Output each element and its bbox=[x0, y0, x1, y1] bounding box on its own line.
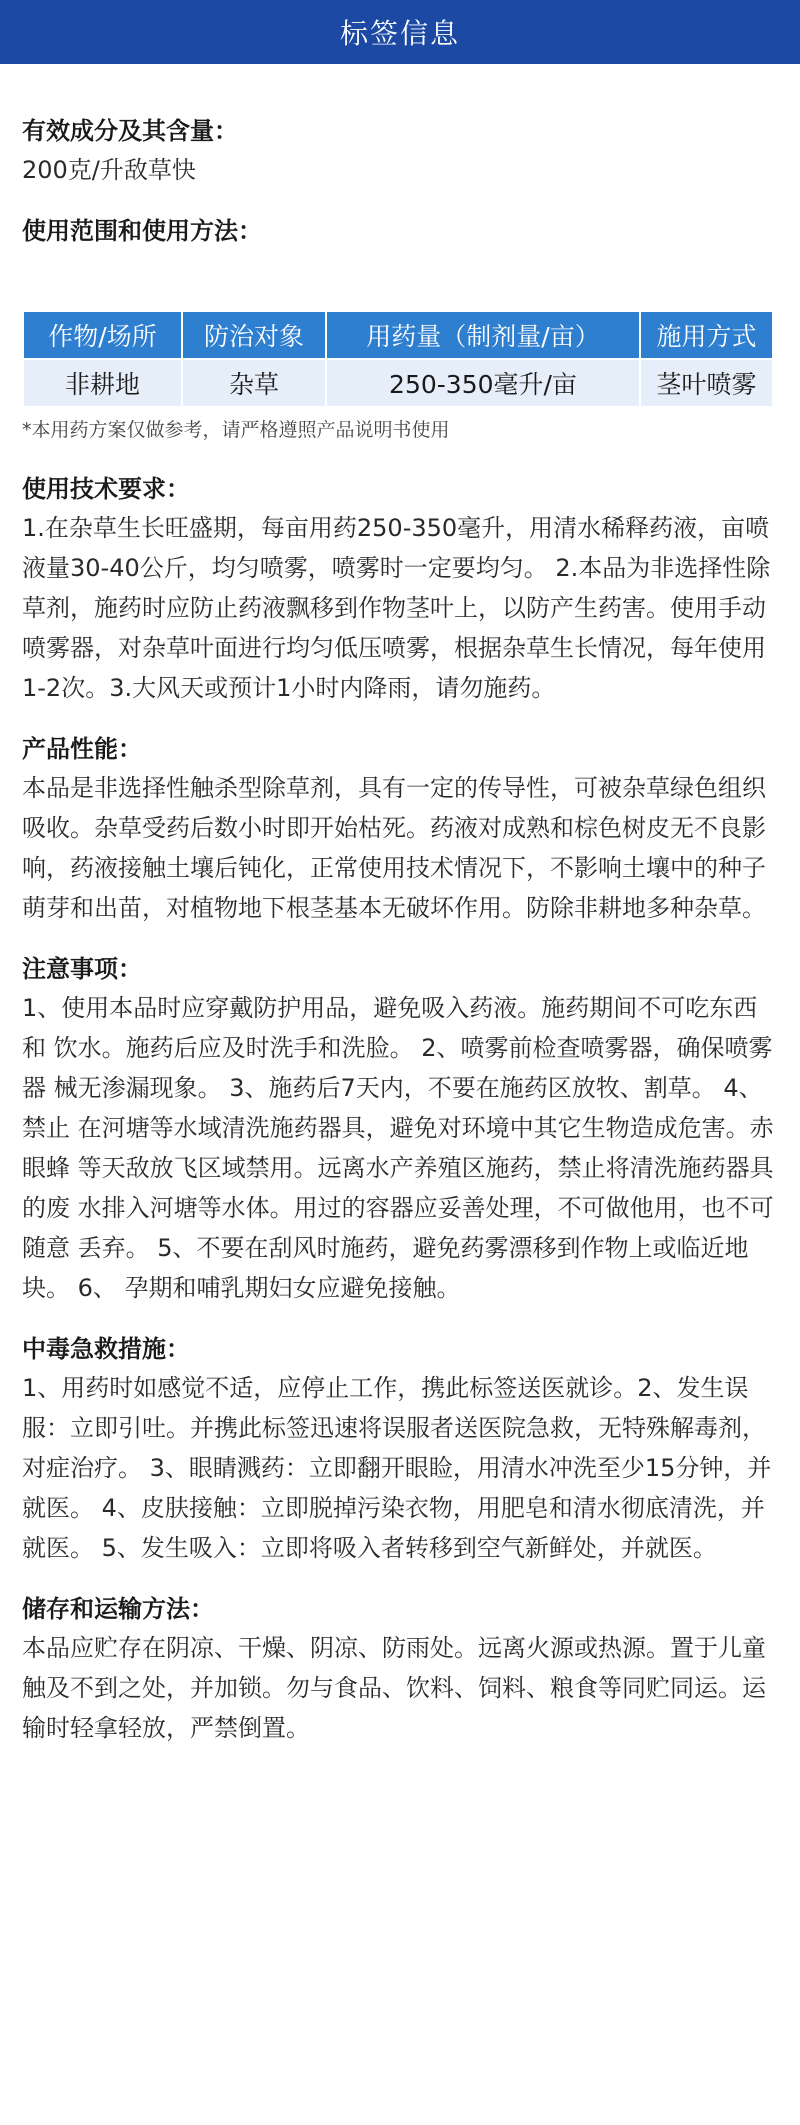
section-body: 1、使用本品时应穿戴防护用品，避免吸入药液。施药期间不可吃东西和 饮水。施药后应及时洗手和洗脸。 2、喷雾前检查喷雾器，确保喷雾器 械无渗漏现象。 3、施药后7天内，不要在施药区放牧、割草。 4、禁止 在河塘等水域清洗施药器具，避免对环境中其它生物造成危害。赤眼蜂 等天敌放飞区域禁用。远离水产养殖区施药，禁止将清洗施药器具的废 水排入河塘等水体。用过的容器应妥善处理，不可做他用，也不可随意 丢弃。 5、不要在刮风时施药，避免药雾漂移到作物上或临近地块。 6、 孕期和哺乳期妇女应避免接触。 bbox=[22, 994, 774, 1302]
section-title: 储存和运输方法： bbox=[22, 1595, 214, 1623]
table-cell: 250-350毫升/亩 bbox=[326, 359, 640, 407]
table-header-row bbox=[23, 311, 773, 359]
section-storage bbox=[22, 1590, 778, 1748]
section-title: 使用范围和使用方法： bbox=[22, 217, 262, 245]
section-body: 本品应贮存在阴凉、干燥、阴凉、防雨处。远离火源或热源。置于儿童 触及不到之处，并加锁。勿与食品、饮料、饲料、粮食等同贮同运。运 输时轻拿轻放，严禁倒置。 bbox=[22, 1634, 766, 1742]
section-title: 有效成分及其含量： bbox=[22, 117, 238, 145]
section-title: 使用技术要求： bbox=[22, 475, 190, 503]
section-title: 注意事项： bbox=[22, 955, 142, 983]
section-body: 200克/升敌草快 bbox=[22, 156, 196, 184]
table-cell: 非耕地 bbox=[23, 359, 182, 407]
table-header-cell: 施用方式 bbox=[640, 311, 773, 359]
usage-spacer bbox=[22, 250, 778, 300]
section-body: 1.在杂草生长旺盛期，每亩用药250-350毫升，用清水稀释药液，亩喷液量30-40公斤，均匀喷雾，喷雾时一定要均匀。 2.本品为非选择性除草剂，施药时应防止药液飘移到作物茎叶上，以防产生药害。使用手动喷雾器，对杂草叶面进行均匀低压喷雾，根据杂草生长情况，每年使用1-2次。3.大风天或预计1小时内降雨，请勿施药。 bbox=[22, 514, 771, 702]
table-header-cell: 作物/场所 bbox=[23, 311, 182, 359]
section-body: 本品是非选择性触杀型除草剂，具有一定的传导性，可被杂草绿色组织 吸收。杂草受药后数小时即开始枯死。药液对成熟和棕色树皮无不良影 响，药液接触土壤后钝化，正常使用技术情况下，不影响土壤中的种子 萌芽和出苗，对植物地下根茎基本无破坏作用。防除非耕地多种杂草。 bbox=[22, 774, 766, 922]
section-ingredients bbox=[22, 112, 778, 190]
table-header-cell: 用药量（制剂量/亩） bbox=[326, 311, 640, 359]
usage-note: *本用药方案仅做参考，请严格遵照产品说明书使用 bbox=[22, 419, 450, 441]
section-performance bbox=[22, 730, 778, 928]
section-precautions bbox=[22, 950, 778, 1308]
page-header bbox=[0, 0, 800, 64]
table-row bbox=[23, 359, 773, 407]
section-usage bbox=[22, 212, 778, 448]
section-firstaid bbox=[22, 1330, 778, 1568]
usage-table bbox=[22, 310, 774, 408]
table-cell: 茎叶喷雾 bbox=[640, 359, 773, 407]
section-body: 1、用药时如感觉不适，应停止工作，携此标签送医就诊。2、发生误 服：立即引吐。并携此标签迅速将误服者送医院急救，无特殊解毒剂， 对症治疗。 3、眼睛溅药：立即翻开眼睑，用清水冲洗至少15分钟，并 就医。 4、皮肤接触：立即脱掉污染衣物，用肥皂和清水彻底清洗，并 就医。 5、发生吸入：立即将吸入者转移到空气新鲜处，并就医。 bbox=[22, 1374, 772, 1562]
label-content bbox=[0, 64, 800, 1748]
section-technical bbox=[22, 470, 778, 708]
table-header-cell: 防治对象 bbox=[182, 311, 326, 359]
section-title: 中毒急救措施： bbox=[22, 1335, 190, 1363]
page-title: 标签信息 bbox=[339, 17, 460, 50]
table-cell: 杂草 bbox=[182, 359, 326, 407]
section-title: 产品性能： bbox=[22, 735, 142, 763]
